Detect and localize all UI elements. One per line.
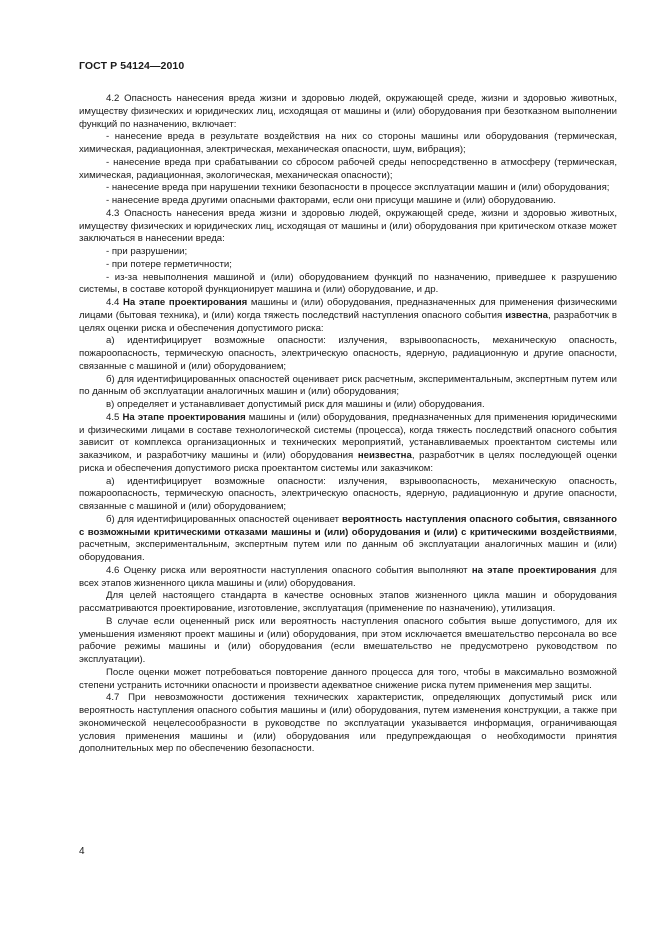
bold-text-run: вероятность наступления опасного события, связанного с возможными критическими отказами машины и (или) оборудования и (или) с критическими воздействиями <box>79 513 617 538</box>
text-run: 4.4 <box>106 297 123 308</box>
text-run: 4.6 Оценку риска или вероятности наступления опасного события выполняют <box>106 564 472 576</box>
bold-text-run: неизвестна <box>357 450 412 461</box>
paragraph <box>79 374 617 400</box>
text-run: - из-за невыполнения машиной и (или) оборудованием функций по назначению, приведшее к разрушению системы, в составе которой функционирует машина и (или) оборудование, и др. <box>79 271 617 296</box>
paragraph <box>79 616 617 667</box>
text-run: , разработчик в целях оценки риска и обеспечения допустимого риска: <box>79 309 618 334</box>
paragraph <box>79 272 617 298</box>
paragraph <box>79 208 617 246</box>
paragraph <box>79 259 617 272</box>
text-run: - нанесение вреда другими опасными факторами, если они присущи машине и (или) оборудованию. <box>106 195 556 206</box>
paragraph <box>79 182 617 195</box>
text-run: б) для идентифицированных опасностей оценивает риск расчетным, экспериментальным, экспертным путем или по данным об эксплуатации аналогичных машин и (или) оборудования; <box>79 373 617 398</box>
text-run: - нанесение вреда в результате воздействия на них со стороны машины или оборудования (термическая, химическая, радиационная, электрическая, механическая опасности, шум, вибрация); <box>79 131 617 155</box>
text-run: , разработчик в целях последующей оценки риска и обеспечения допустимого риска проектантом системы или заказчиком: <box>79 450 617 474</box>
text-run: а) идентифицирует возможные опасности: излучения, взрывоопасность, механическую опасность, пожароопасность, термическую опасность, электрическую опасность, ядерную, радиационную и другие опасности, связанные с машиной и (или) оборудованием; <box>79 335 617 372</box>
text-run: в) определяет и устанавливает допустимый риск для машины и (или) оборудования. <box>106 399 485 410</box>
paragraph <box>79 246 617 259</box>
text-run: - нанесение вреда при нарушении техники безопасности в процессе эксплуатации машин и (или) оборудования; <box>106 182 610 194</box>
paragraph <box>79 399 617 412</box>
text-run: - нанесение вреда при срабатывании со сбросом рабочей среды непосредственно в атмосферу (термическая, химическая, радиационная, экологическая, механическая опасности); <box>79 156 617 181</box>
text-run: После оценки может потребоваться повторение данного процесса для того, чтобы в максимально возможной степени устранить источники опасности и произвести адекватное снижение риска путем применения мер защиты. <box>79 666 617 691</box>
paragraph <box>79 514 617 565</box>
bold-text-run: На этапе проектирования <box>122 411 246 423</box>
page-number: 4 <box>79 846 85 857</box>
paragraph <box>79 93 617 131</box>
text-run: б) для идентифицированных опасностей оценивает <box>106 513 342 525</box>
text-run: - при разрушении; <box>106 246 188 257</box>
text-run: , расчетным, экспериментальным, экспертным путем или по данным об эксплуатации аналогичных машин и (или) оборудования. <box>79 526 617 563</box>
paragraph <box>79 195 617 208</box>
text-run: Для целей настоящего стандарта в качестве основных этапов жизненного цикла машин и оборудования рассматриваются проектирование, изготовление, эксплуатация (применение по назначению), утилизация. <box>79 590 617 614</box>
paragraph <box>79 692 617 756</box>
text-run: - при потере герметичности; <box>106 258 232 270</box>
text-run: В случае если оцененный риск или вероятность наступления опасного события выше допустимого, для их уменьшения изменяют проект машины и (или) оборудования, при этом исключается вмешательство персонала во все рабочие режимы машины и (или) оборудования (если вмешательство не предусмотрено руководством по эксплуатации). <box>79 615 617 665</box>
paragraph <box>79 157 617 183</box>
bold-text-run: На этапе проектирования <box>123 297 248 308</box>
text-run: для всех этапов жизненного цикла машины и (или) оборудования. <box>79 564 617 589</box>
paragraph <box>79 667 617 693</box>
text-run: а) идентифицирует возможные опасности: излучения, взрывоопасность, механическую опасность, пожароопасность, термическую опасность, электрическую опасность, ядерную, радиационную и другие опасности, связанные с машиной и (или) оборудованием; <box>79 475 617 512</box>
paragraph <box>79 335 617 373</box>
paragraph <box>79 476 617 514</box>
text-run: 4.2 Опасность нанесения вреда жизни и здоровью людей, окружающей среде, жизни и здоровью животных, имуществу физических и юридических лиц, исходящая от машины и (или) оборудования при безотказном выполнении функций по назначению, включает: <box>79 93 617 130</box>
text-run: 4.5 <box>106 411 123 423</box>
document-header: ГОСТ Р 54124—2010 <box>79 60 185 72</box>
document-body <box>79 93 617 756</box>
paragraph <box>79 565 617 591</box>
text-run: 4.3 Опасность нанесения вреда жизни и здоровью людей, окружающей среде, жизни и здоровью животных, имуществу физических и юридических лиц, исходящая от машины и (или) оборудования при критическом отказе может заключаться в нанесении вреда: <box>79 207 617 245</box>
text-run: машины и (или) оборудования, предназначенных для применения юридическими и физическими лицами в составе технологической системы (процесса), когда тяжесть последствий опасного события зависит от комплекса организационных и технических мероприятий, устанавливаемых проектантом системы или заказчиком, и разработчику машины и (или) оборудования <box>79 411 617 461</box>
bold-text-run: известна <box>505 309 549 321</box>
paragraph <box>79 590 617 616</box>
paragraph <box>79 297 617 335</box>
text-run: машины и (или) оборудования, предназначенных для применения физическими лицами (бытовая техника), и (или) когда тяжесть последствий наступления опасного события <box>79 297 617 321</box>
text-run: 4.7 При невозможности достижения технических характеристик, определяющих допустимый риск или вероятность наступления опасного события машины и (или) оборудования, путем изменения конструкции, а также при экономической нецелесообразности в руководстве по эксплуатации указывается информация, ограничивающая условия применения машины и (или) оборудования или предупреждающая о необходимости принятия дополнительных мер по обеспечению безопасности. <box>79 692 617 755</box>
paragraph <box>79 131 617 157</box>
paragraph <box>79 412 617 476</box>
bold-text-run: на этапе проектирования <box>471 564 597 576</box>
